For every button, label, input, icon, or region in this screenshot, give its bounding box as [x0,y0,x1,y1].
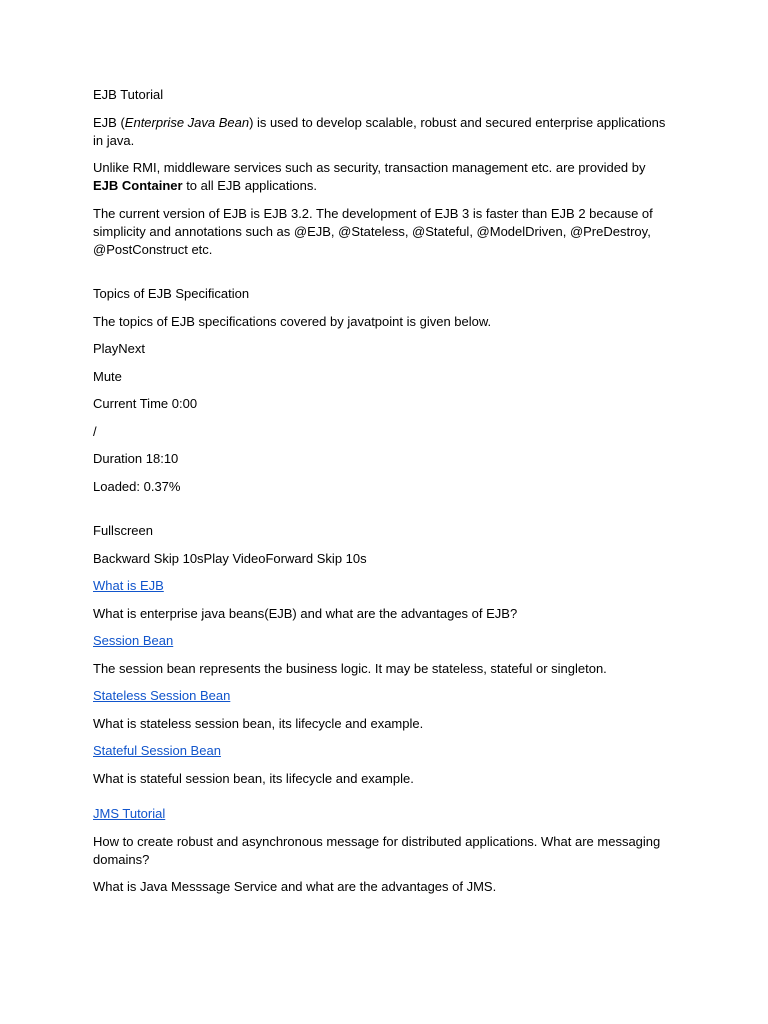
version-paragraph: The current version of EJB is EJB 3.2. The development of EJB 3 is faster than EJB 2 because of simplicity and annotations such as @EJB, @Stateless, @Stateful, @ModelDriven, @PreDestroy, @PostConstruct etc. [93,205,653,257]
topic-desc: What is enterprise java beans(EJB) and what are the advantages of EJB? [93,605,518,621]
time-separator: / [93,423,97,439]
topic-desc: What is stateless session bean, its lifecycle and example. [93,715,424,731]
topic-link-what-is-ejb[interactable]: What is EJB [93,578,164,593]
duration: Duration 18:10 [93,451,179,466]
intro-text-start: EJB ( [93,114,125,130]
topic-link-stateful-session-bean[interactable]: Stateful Session Bean [93,743,221,758]
doc-title: EJB Tutorial [93,87,164,102]
intro-italic: Enterprise Java Bean [124,114,250,130]
topic-link-jms-tutorial[interactable]: JMS Tutorial [93,806,166,821]
spacer [93,797,673,805]
topic-link-session-bean[interactable]: Session Bean [93,633,174,648]
topic-item [93,742,673,760]
jms-desc-2: What is Java Messsage Service and what are the advantages of JMS. [93,879,497,894]
play-next-button[interactable]: PlayNext [93,341,146,356]
loaded-progress: Loaded: 0.37% [93,478,181,494]
topic-item [93,577,673,595]
topic-desc: The session bean represents the business logic. It may be stateless, stateful or singleton. [93,660,607,676]
jms-desc: How to create robust and asynchronous message for distributed applications. What are messaging domains? [93,833,661,867]
topics-intro: The topics of EJB specifications covered by javatpoint is given below. [93,313,492,329]
rmi-paragraph [93,159,673,195]
topics-heading: Topics of EJB Specification [93,286,250,301]
topic-item [93,632,673,650]
rmi-text-start: Unlike RMI, middleware services such as security, transaction management etc. are provided by [93,160,646,175]
spacer [93,505,673,522]
spacer [93,268,673,285]
topic-desc: What is stateful session bean, its lifecycle and example. [93,770,414,786]
skip-controls[interactable]: Backward Skip 10sPlay VideoForward Skip 10s [93,550,367,566]
rmi-bold: EJB Container [93,178,183,193]
intro-paragraph [93,114,673,150]
intro-text-end: ) is used to develop scalable, robust and secured enterprise applications in java. [93,114,666,148]
topic-link-stateless-session-bean[interactable]: Stateless Session Bean [93,688,231,703]
topic-item [93,687,673,705]
rmi-text-end: to all EJB applications. [182,178,317,193]
mute-button[interactable]: Mute [93,368,122,384]
fullscreen-button[interactable]: Fullscreen [93,523,153,538]
document-page [93,86,673,906]
topic-item [93,805,673,823]
current-time: Current Time 0:00 [93,396,198,411]
